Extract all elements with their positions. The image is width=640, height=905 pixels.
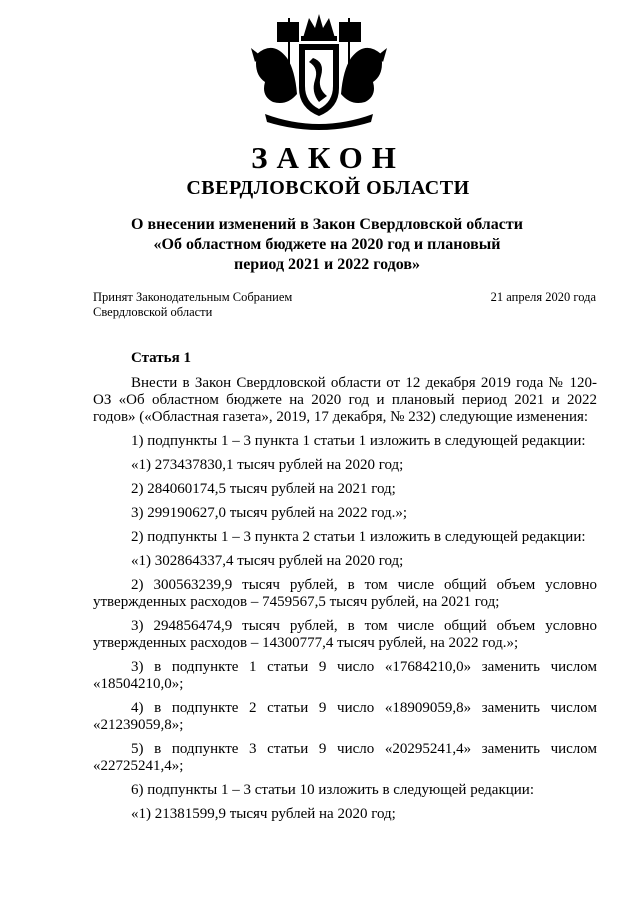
adoption-note (93, 290, 292, 320)
subject-line: О внесении изменений в Закон Свердловской области (131, 216, 523, 233)
paragraph: «1) 21381599,9 тысяч рублей на 2020 год; (131, 806, 396, 822)
paragraph: «1) 273437830,1 тысяч рублей на 2020 год; (131, 457, 404, 473)
law-subject (0, 215, 640, 275)
region-title: СВЕРДЛОВСКОЙ ОБЛАСТИ (186, 177, 470, 199)
paragraph: Внести в Закон Свердловской области от 12 декабря 2019 года № 120-ОЗ «Об областном бюджете на 2020 год и плановый период 2021 и 2022 годов» («Областная газета», 2019, 17 декабря, № 232) следующие изменения: (93, 375, 597, 425)
paragraph: «1) 302864337,4 тысяч рублей на 2020 год; (131, 553, 404, 569)
adoption-line: Свердловской области (93, 305, 213, 319)
adoption-date: 21 апреля 2020 года (490, 290, 596, 304)
paragraph: 6) подпункты 1 – 3 статьи 10 изложить в следующей редакции: (131, 782, 534, 798)
subject-line: период 2021 и 2022 годов» (233, 256, 421, 273)
paragraph: 2) 284060174,5 тысяч рублей на 2021 год; (131, 481, 396, 497)
paragraph: 2) подпункты 1 – 3 пункта 2 статьи 1 изложить в следующей редакции: (131, 529, 586, 545)
paragraph: 1) подпункты 1 – 3 пункта 1 статьи 1 изложить в следующей редакции: (131, 433, 586, 449)
article-body (93, 350, 597, 830)
paragraph: 3) в подпункте 1 статьи 9 число «17684210,0» заменить числом «18504210,0»; (93, 659, 597, 692)
paragraph: 2) 300563239,9 тысяч рублей, в том числе общий объем условно утвержденных расходов – 7459567,5 тысяч рублей, на 2021 год; (93, 577, 597, 610)
document-type-title: ЗАКОН (251, 140, 405, 175)
paragraph: 5) в подпункте 3 статьи 9 число «20295241,4» заменить числом «22725241,4»; (93, 741, 597, 774)
paragraph: 3) 294856474,9 тысяч рублей, в том числе общий объем условно утвержденных расходов – 14300777,4 тысяч рублей, на 2022 год.»; (93, 618, 597, 651)
paragraph: 4) в подпункте 2 статьи 9 число «18909059,8» заменить числом «21239059,8»; (93, 700, 597, 733)
subject-line: «Об областном бюджете на 2020 год и плановый (153, 236, 501, 253)
adoption-line: Принят Законодательным Собранием (93, 290, 293, 304)
coat-of-arms-emblem (243, 10, 395, 136)
paragraph: 3) 299190627,0 тысяч рублей на 2022 год.»; (131, 505, 408, 521)
article-heading: Статья 1 (131, 350, 191, 366)
